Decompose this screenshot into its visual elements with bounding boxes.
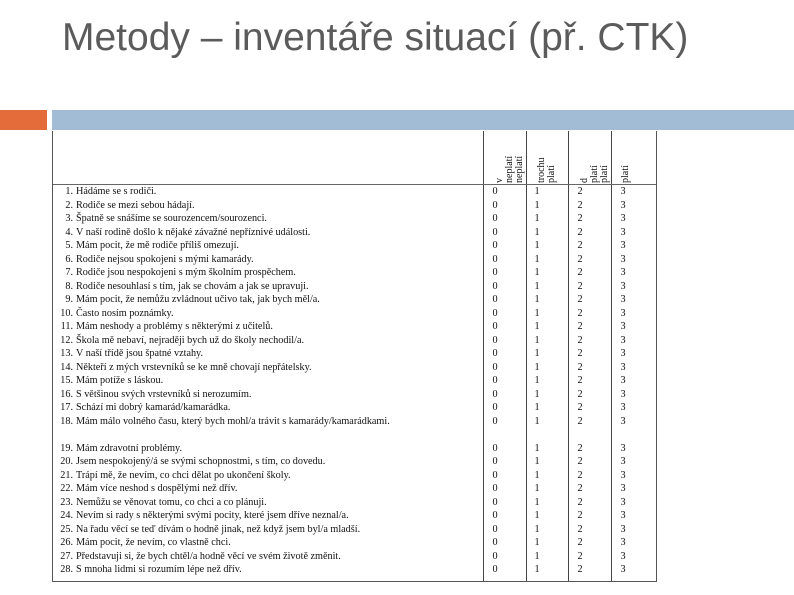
item-statement: Mám neshody a problémy s některými z učitelů.	[76, 321, 273, 332]
table-row	[53, 266, 656, 280]
item-statement: Trápí mě, že nevím, co chci dělat po ukončení školy.	[76, 469, 291, 481]
item-statement: Nevím si rady s některými svými pocity, které jsem dříve neznal/a.	[76, 510, 349, 521]
rating-value: 2	[577, 388, 583, 400]
rating-value: 3	[620, 375, 626, 386]
rating-value: 0	[492, 537, 498, 548]
slide-title: Metody – inventáře situací (př. CTK)	[62, 16, 689, 59]
table-row	[53, 239, 656, 253]
rating-value: 0	[492, 496, 498, 508]
table-row	[53, 550, 656, 564]
item-statement: Mám pocit, že nemůžu zvládnout učivo tak, jak bych měl/a.	[76, 294, 320, 305]
rating-value: 1	[534, 348, 540, 359]
column-header-2: d platí platí	[579, 165, 610, 183]
table-row	[53, 482, 656, 496]
column-header-1: trochu platí	[536, 157, 557, 183]
table-row	[53, 536, 656, 550]
rating-value: 0	[492, 510, 498, 521]
rating-value: 2	[577, 348, 583, 359]
item-number: 27.	[60, 550, 73, 562]
rating-value: 0	[492, 186, 498, 197]
rating-value: 3	[620, 483, 626, 494]
table-row	[53, 523, 656, 537]
rating-value: 3	[620, 267, 626, 278]
table-row	[53, 185, 656, 199]
rating-value: 3	[620, 564, 626, 575]
rating-value: 0	[492, 564, 498, 575]
rating-value: 3	[620, 456, 626, 467]
rating-value: 0	[492, 375, 498, 386]
item-statement: Jsem nespokojený/á se svými schopnostmi, s tím, co dovedu.	[76, 456, 326, 467]
questionnaire-table	[52, 131, 657, 582]
item-number: 17.	[60, 402, 73, 413]
item-statement: Nemůžu se věnovat tomu, co chci a co plánuji.	[76, 496, 267, 508]
rating-value: 1	[534, 537, 540, 548]
table-row	[53, 253, 656, 267]
rating-value: 1	[534, 523, 540, 535]
rating-value: 1	[534, 361, 540, 373]
item-number: 3.	[65, 213, 73, 224]
table-row	[53, 388, 656, 402]
item-number: 4.	[65, 226, 73, 238]
item-statement: Špatně se snášíme se sourozencem/sourozenci.	[76, 213, 267, 224]
rating-value: 1	[534, 253, 540, 265]
rating-value: 3	[620, 294, 626, 305]
rating-value: 2	[577, 523, 583, 535]
table-row	[53, 442, 656, 456]
rating-value: 0	[492, 226, 498, 238]
item-number: 2.	[65, 199, 73, 211]
rating-value: 2	[577, 564, 583, 575]
item-number: 11.	[60, 321, 73, 332]
rating-value: 3	[620, 240, 626, 251]
table-row	[53, 199, 656, 213]
item-statement: Rodiče se mezi sebou hádají.	[76, 199, 195, 211]
rating-value: 0	[492, 307, 498, 319]
item-statement: V naší třídě jsou špatné vztahy.	[76, 348, 204, 359]
title-accent-bar-blue	[52, 110, 794, 130]
rating-value: 2	[577, 469, 583, 481]
rating-value: 3	[620, 307, 626, 319]
table-row	[53, 347, 656, 361]
rating-value: 1	[534, 294, 540, 305]
rating-value: 0	[492, 483, 498, 494]
rating-value: 2	[577, 186, 583, 197]
rating-value: 0	[492, 267, 498, 278]
rating-value: 1	[534, 415, 540, 427]
rating-value: 3	[620, 321, 626, 332]
rating-value: 2	[577, 442, 583, 454]
title-accent-bar-orange	[0, 110, 47, 130]
rating-value: 0	[492, 550, 498, 562]
rating-value: 0	[492, 402, 498, 413]
rating-value: 1	[534, 469, 540, 481]
rating-value: 1	[534, 334, 540, 346]
rating-value: 1	[534, 267, 540, 278]
rating-value: 1	[534, 483, 540, 494]
rating-value: 2	[577, 240, 583, 251]
item-number: 12.	[60, 334, 73, 346]
rating-value: 1	[534, 550, 540, 562]
item-number: 26.	[60, 537, 73, 548]
rating-value: 0	[492, 361, 498, 373]
rating-value: 3	[620, 442, 626, 454]
item-number: 24.	[60, 510, 73, 521]
item-number: 15.	[60, 375, 73, 386]
rating-value: 0	[492, 213, 498, 224]
item-statement: Často nosím poznámky.	[76, 307, 174, 319]
item-statement: Schází mi dobrý kamarád/kamarádka.	[76, 402, 231, 413]
item-statement: Mám málo volného času, který bych mohl/a trávit s kamarády/kamarádkami.	[76, 415, 390, 427]
rating-value: 1	[534, 456, 540, 467]
rating-value: 3	[620, 280, 626, 292]
item-number: 5.	[65, 240, 73, 251]
rating-value: 2	[577, 361, 583, 373]
item-statement: Mám více neshod s dospělými než dřív.	[76, 483, 238, 494]
table-row	[53, 320, 656, 334]
rating-value: 3	[620, 469, 626, 481]
rating-value: 1	[534, 213, 540, 224]
item-statement: Někteří z mých vrstevníků se ke mně chovají nepřátelsky.	[76, 361, 312, 373]
rating-value: 2	[577, 550, 583, 562]
rating-value: 0	[492, 240, 498, 251]
table-row	[53, 374, 656, 388]
rating-value: 2	[577, 199, 583, 211]
rating-value: 3	[620, 226, 626, 238]
table-row	[53, 496, 656, 510]
item-statement: Hádáme se s rodiči.	[76, 186, 157, 197]
item-statement: Rodiče jsou nespokojeni s mým školním prospěchem.	[76, 267, 296, 278]
rating-value: 0	[492, 442, 498, 454]
rating-value: 1	[534, 307, 540, 319]
item-number: 8.	[65, 280, 73, 292]
rating-value: 1	[534, 564, 540, 575]
rating-value: 1	[534, 402, 540, 413]
rating-value: 1	[534, 510, 540, 521]
item-number: 23.	[60, 496, 73, 508]
item-statement: Mám pocit, že nevím, co vlastně chci.	[76, 537, 231, 548]
rating-value: 3	[620, 523, 626, 535]
rating-value: 1	[534, 375, 540, 386]
rating-value: 1	[534, 321, 540, 332]
rating-value: 3	[620, 510, 626, 521]
rating-value: 0	[492, 523, 498, 535]
table-row	[53, 509, 656, 523]
rating-value: 2	[577, 280, 583, 292]
rating-value: 0	[492, 280, 498, 292]
rating-value: 3	[620, 348, 626, 359]
item-number: 6.	[65, 253, 73, 265]
rating-value: 2	[577, 402, 583, 413]
item-number: 10.	[60, 307, 73, 319]
rating-value: 2	[577, 294, 583, 305]
rating-value: 1	[534, 280, 540, 292]
item-number: 13.	[60, 348, 73, 359]
rating-value: 0	[492, 469, 498, 481]
item-statement: Mám pocit, že mě rodiče příliš omezují.	[76, 240, 239, 251]
rating-value: 2	[577, 496, 583, 508]
rating-value: 2	[577, 456, 583, 467]
rating-value: 0	[492, 388, 498, 400]
item-number: 28.	[60, 564, 73, 575]
column-header-3: platí	[620, 165, 631, 183]
rating-value: 0	[492, 294, 498, 305]
item-number: 9.	[65, 294, 73, 305]
rating-value: 2	[577, 267, 583, 278]
item-number: 7.	[65, 267, 73, 278]
item-statement: V naší rodině došlo k nějaké závažné nepříznivé události.	[76, 226, 311, 238]
rating-value: 1	[534, 240, 540, 251]
rating-value: 0	[492, 348, 498, 359]
rating-value: 2	[577, 253, 583, 265]
table-row	[53, 226, 656, 240]
rating-value: 1	[534, 186, 540, 197]
item-statement: Škola mě nebaví, nejraději bych už do školy nechodil/a.	[76, 334, 305, 346]
rating-value: 2	[577, 307, 583, 319]
item-statement: Rodiče nejsou spokojeni s mými kamarády.	[76, 253, 254, 265]
column-header-0: v neplatí neplatí	[494, 155, 525, 183]
rating-value: 1	[534, 496, 540, 508]
rating-value: 0	[492, 334, 498, 346]
rating-value: 0	[492, 456, 498, 467]
rating-value: 0	[492, 253, 498, 265]
table-row	[53, 334, 656, 348]
item-statement: S většinou svých vrstevníků si nerozumím.	[76, 388, 252, 400]
rating-value: 2	[577, 415, 583, 427]
item-number: 22.	[60, 483, 73, 494]
rating-value: 0	[492, 415, 498, 427]
rating-value: 2	[577, 334, 583, 346]
rating-value: 2	[577, 213, 583, 224]
rating-value: 3	[620, 213, 626, 224]
rating-value: 2	[577, 375, 583, 386]
item-statement: S mnoha lidmi si rozumím lépe než dřív.	[76, 564, 242, 575]
item-statement: Představuji si, že bych chtěl/a hodně věcí ve svém životě změnit.	[76, 550, 341, 562]
item-statement: Mám zdravotní problémy.	[76, 442, 182, 454]
rating-value: 2	[577, 510, 583, 521]
item-statement: Mám potíže s láskou.	[76, 375, 164, 386]
table-row	[53, 280, 656, 294]
table-row	[53, 307, 656, 321]
rating-value: 0	[492, 321, 498, 332]
rating-value: 3	[620, 537, 626, 548]
item-number: 16.	[60, 388, 73, 400]
rating-value: 2	[577, 537, 583, 548]
table-row	[53, 469, 656, 483]
rating-value: 0	[492, 199, 498, 211]
item-number: 14.	[60, 361, 73, 373]
rating-value: 3	[620, 496, 626, 508]
table-row	[53, 293, 656, 307]
item-number: 19.	[60, 442, 73, 454]
rating-value: 3	[620, 361, 626, 373]
rating-value: 3	[620, 388, 626, 400]
item-number: 25.	[60, 523, 73, 535]
rating-value: 1	[534, 388, 540, 400]
rating-value: 2	[577, 483, 583, 494]
item-number: 1.	[65, 186, 73, 197]
rating-value: 2	[577, 321, 583, 332]
rating-value: 1	[534, 226, 540, 238]
item-statement: Rodiče nesouhlasí s tím, jak se chovám a jak se upravuji.	[76, 280, 309, 292]
table-row	[53, 563, 656, 577]
table-row	[53, 415, 656, 442]
table-row	[53, 361, 656, 375]
rating-value: 3	[620, 415, 626, 427]
rating-value: 3	[620, 253, 626, 265]
table-row	[53, 212, 656, 226]
rating-value: 3	[620, 402, 626, 413]
item-statement: Na řadu věcí se teď dívám o hodně jinak, než když jsem byl/a mladší.	[76, 523, 361, 535]
table-row	[53, 455, 656, 469]
rating-value: 3	[620, 186, 626, 197]
rating-value: 3	[620, 199, 626, 211]
table-row	[53, 401, 656, 415]
item-number: 18.	[60, 415, 73, 427]
rating-value: 1	[534, 442, 540, 454]
rating-value: 1	[534, 199, 540, 211]
rating-value: 3	[620, 334, 626, 346]
item-number: 20.	[60, 456, 73, 467]
table-body	[53, 185, 656, 577]
item-number: 21.	[60, 469, 73, 481]
rating-value: 3	[620, 550, 626, 562]
rating-value: 2	[577, 226, 583, 238]
